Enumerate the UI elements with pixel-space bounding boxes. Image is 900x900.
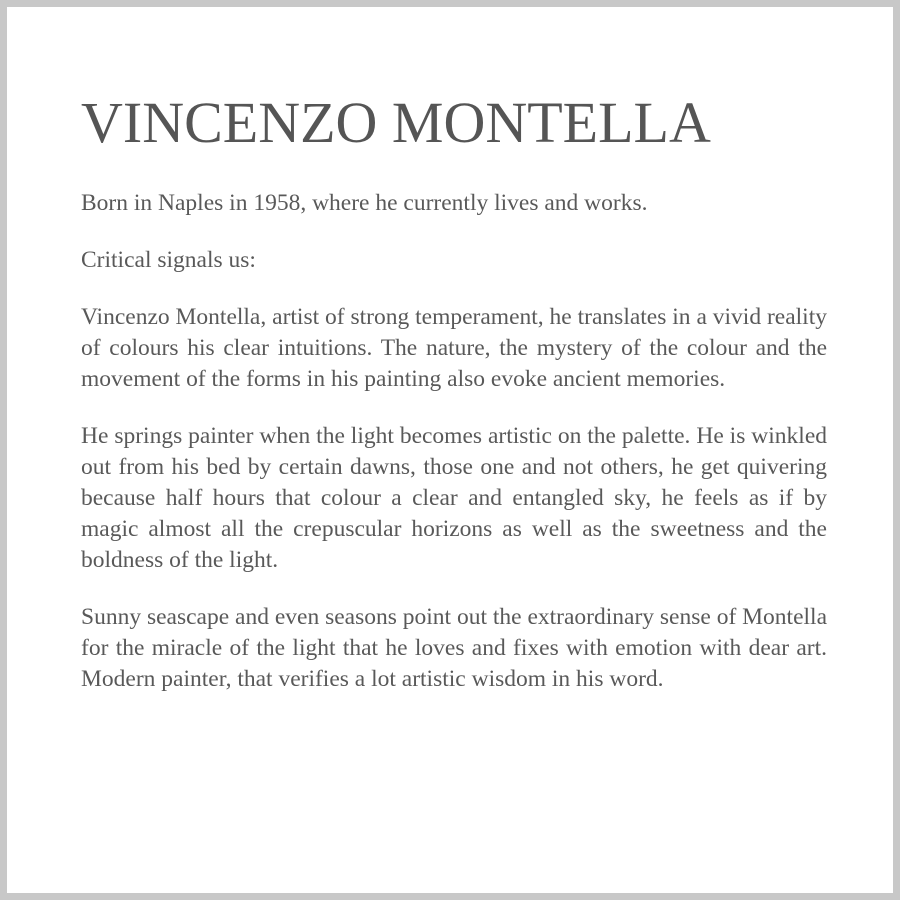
document-page [7, 7, 893, 893]
critique-paragraph-3: Sunny seascape and even seasons point out the extraordinary sense of Montella for the miracle of the light that he loves and fixes with emotion with dear art. Modern painter, that verifies a lot artistic wisdom in his word. [81, 604, 827, 692]
critique-paragraph-1: Vincenzo Montella, artist of strong temperament, he translates in a vivid reality of colours his clear intuitions. The nature, the mystery of the colour and the movement of the forms in his painting also evoke ancient memories. [81, 304, 827, 392]
biography-paragraph: Born in Naples in 1958, where he currently lives and works. [81, 190, 648, 216]
critical-intro-paragraph: Critical signals us: [81, 247, 256, 273]
artist-name-heading: VINCENZO MONTELLA [81, 90, 711, 155]
document-content [81, 91, 827, 695]
critique-paragraph-2: He springs painter when the light becomes artistic on the palette. He is winkled out from his bed by certain dawns, those one and not others, he get quivering because half hours that colour a clear and entangled sky, he feels as if by magic almost all the crepuscular horizons as well as the sweetness and the boldness of the light. [81, 423, 827, 573]
